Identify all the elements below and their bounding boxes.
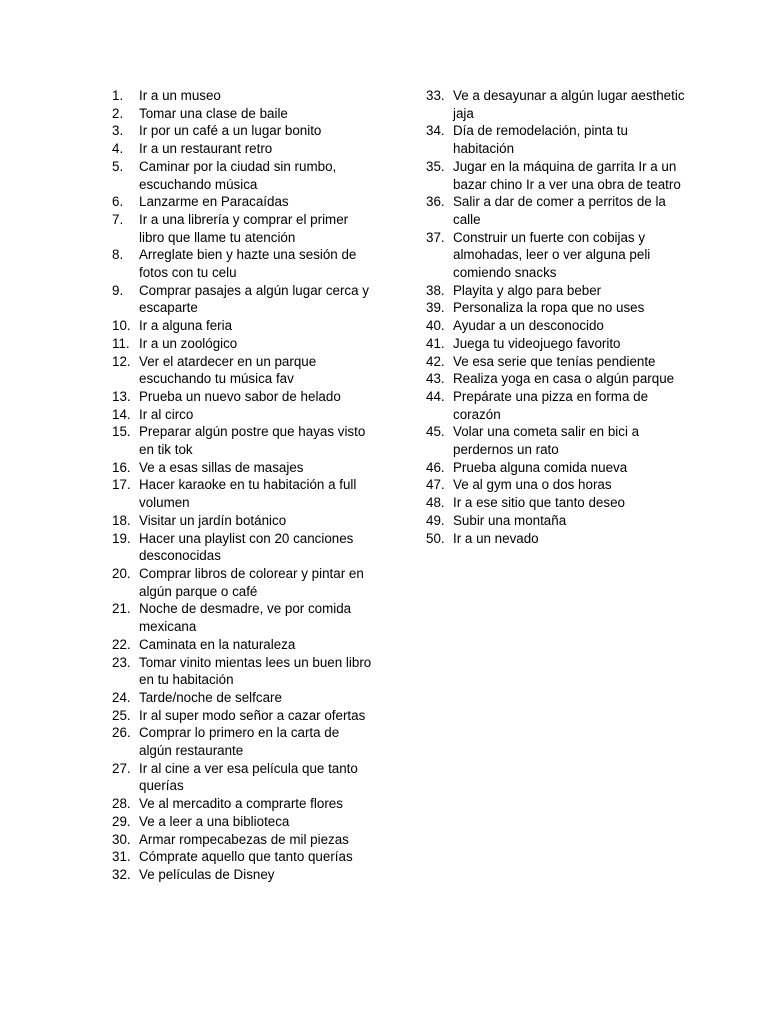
list-item-text: Arreglate bien y hazte una sesión de fotos con tu celu: [139, 247, 357, 281]
list-item-number: 40.: [426, 318, 445, 334]
list-item-text: Ir a un nevado: [453, 530, 539, 546]
list-item: [112, 866, 372, 884]
list-item-text: Playita y algo para beber: [453, 282, 602, 298]
list-item-text: Personaliza la ropa que no uses: [453, 300, 645, 316]
list-item: [112, 600, 372, 635]
list-item-number: 43.: [426, 371, 445, 387]
list-item: [112, 317, 372, 335]
list-item: [112, 193, 372, 211]
list-item-number: 8.: [112, 247, 124, 263]
list-item-number: 20.: [112, 565, 131, 581]
list-item-number: 3.: [112, 123, 124, 139]
list-item-number: 21.: [112, 601, 131, 617]
list-item: [112, 282, 372, 317]
list-item-number: 27.: [112, 760, 131, 776]
list-item-text: Ve a leer a una biblioteca: [139, 813, 290, 829]
list-item-number: 14.: [112, 406, 131, 422]
list-item-text: Ir al circo: [139, 406, 194, 422]
list-item: [112, 654, 372, 689]
list-item-text: Subir una montaña: [453, 512, 567, 528]
list-item-number: 39.: [426, 300, 445, 316]
list-item-number: 19.: [112, 530, 131, 546]
list-item-text: Ir al cine a ver esa película que tanto querías: [139, 760, 358, 794]
list-item: [112, 423, 372, 458]
list-item-number: 32.: [112, 866, 131, 882]
list-item-number: 17.: [112, 477, 131, 493]
list-item: [112, 795, 372, 813]
list-item-text: Ir a un zoológico: [139, 335, 238, 351]
list-item-text: Armar rompecabezas de mil piezas: [139, 831, 349, 847]
list-item-number: 46.: [426, 459, 445, 475]
list-item: [426, 87, 688, 122]
list-item-text: Prueba un nuevo sabor de helado: [139, 388, 341, 404]
list-item-number: 30.: [112, 831, 131, 847]
list-item-text: Hacer karaoke en tu habitación a full volumen: [139, 477, 357, 511]
list-item-text: Jugar en la máquina de garrita Ir a un bazar chino Ir a ver una obra de teatro: [453, 158, 681, 192]
list-item-number: 22.: [112, 636, 131, 652]
list-item-text: Lanzarme en Paracaídas: [139, 194, 289, 210]
list-item-number: 33.: [426, 88, 445, 103]
list-item: [112, 388, 372, 406]
list-item-text: Construir un fuerte con cobijas y almohadas, leer o ver alguna peli comiendo snacks: [453, 229, 651, 281]
list-item-text: Tarde/noche de selfcare: [139, 689, 282, 705]
list-item: [426, 282, 688, 300]
list-item-number: 49.: [426, 512, 445, 528]
list-item-number: 13.: [112, 388, 131, 404]
list-item-text: Comprar lo primero en la carta de algún restaurante: [139, 725, 340, 759]
list-item: [426, 122, 688, 157]
list-item-number: 18.: [112, 512, 131, 528]
list-item: [112, 105, 372, 123]
list-item-text: Salir a dar de comer a perritos de la calle: [453, 194, 666, 227]
list-item-text: Prueba alguna comida nueva: [453, 459, 628, 475]
list-item: [112, 848, 372, 866]
list-item-text: Ir a un restaurant retro: [139, 141, 273, 157]
list-item-number: 34.: [426, 123, 445, 139]
list-item-number: 28.: [112, 796, 131, 812]
list-item: [112, 707, 372, 725]
list-item-number: 16.: [112, 459, 131, 475]
list-item: [426, 512, 688, 530]
list-item: [112, 636, 372, 654]
list-item: [426, 459, 688, 477]
list-item: [112, 87, 372, 105]
list-item-text: Volar una cometa salir en bici a perdernos un rato: [453, 424, 640, 458]
list-item-text: Ver el atardecer en un parque escuchando tu música fav: [139, 353, 317, 387]
list-item-text: Noche de desmadre, ve por comida mexicana: [139, 601, 352, 635]
list-item: [112, 246, 372, 281]
list-item: [426, 530, 688, 548]
list-item-text: Hacer una playlist con 20 canciones desconocidas: [139, 530, 354, 564]
list-item: [112, 211, 372, 246]
list-item-number: 7.: [112, 211, 124, 227]
list-column-right: [426, 87, 688, 547]
list-item-number: 4.: [112, 141, 124, 157]
list-item-text: Tomar una clase de baile: [139, 105, 288, 121]
list-item-text: Ir a un museo: [139, 88, 221, 103]
list-item-text: Tomar vinito mientas lees un buen libro en tu habitación: [139, 654, 372, 688]
list-item: [112, 122, 372, 140]
list-item: [426, 229, 688, 282]
list-item: [426, 353, 688, 371]
list-item: [112, 335, 372, 353]
list-item: [426, 335, 688, 353]
list-item-number: 31.: [112, 849, 131, 865]
list-item: [112, 512, 372, 530]
list-item: [426, 193, 688, 228]
list-item-number: 5.: [112, 158, 124, 174]
list-item-number: 26.: [112, 725, 131, 741]
list-item-number: 38.: [426, 282, 445, 298]
list-item-number: 48.: [426, 495, 445, 511]
list-item: [112, 813, 372, 831]
list-item-number: 24.: [112, 689, 131, 705]
list-item: [426, 299, 688, 317]
list-item: [112, 476, 372, 511]
list-item-number: 42.: [426, 353, 445, 369]
list-item-text: Ve al gym una o dos horas: [453, 477, 612, 493]
list-item-text: Ir por un café a un lugar bonito: [139, 123, 322, 139]
list-item-text: Ve al mercadito a comprarte flores: [139, 796, 343, 812]
list-item-text: Realiza yoga en casa o algún parque: [453, 371, 675, 387]
list-item-number: 9.: [112, 282, 124, 298]
list-item: [112, 406, 372, 424]
list-item-number: 15.: [112, 424, 131, 440]
list-item-text: Ve a esas sillas de masajes: [139, 459, 304, 475]
list-item: [112, 760, 372, 795]
list-item: [426, 476, 688, 494]
list-item-number: 25.: [112, 707, 131, 723]
list-item-text: Ve esa serie que tenías pendiente: [453, 353, 656, 369]
list-item-number: 1.: [112, 88, 124, 103]
list-item-number: 44.: [426, 388, 445, 404]
list-item-text: Caminar por la ciudad sin rumbo, escuchando música: [139, 158, 337, 192]
list-item: [426, 370, 688, 388]
list-item-number: 37.: [426, 229, 445, 245]
list-item: [112, 530, 372, 565]
list-item-number: 2.: [112, 105, 124, 121]
list-item-text: Prepárate una pizza en forma de corazón: [453, 388, 649, 422]
list-item: [112, 689, 372, 707]
list-item-number: 36.: [426, 194, 445, 210]
list-item: [426, 158, 688, 193]
list-item-text: Juega tu videojuego favorito: [453, 335, 621, 351]
list-item-number: 29.: [112, 813, 131, 829]
list-item-number: 23.: [112, 654, 131, 670]
list-column-left: [112, 87, 372, 884]
list-item: [426, 423, 688, 458]
list-item-text: Comprar libros de colorear y pintar en algún parque o café: [139, 565, 364, 599]
list-item-number: 41.: [426, 335, 445, 351]
list-item-text: Comprar pasajes a algún lugar cerca y escaparte: [139, 282, 369, 316]
list-item-number: 45.: [426, 424, 445, 440]
list-item-text: Ir al super modo señor a cazar ofertas: [139, 707, 366, 723]
list-item: [112, 831, 372, 849]
list-item: [112, 158, 372, 193]
list-item: [112, 353, 372, 388]
list-item: [426, 494, 688, 512]
list-item: [426, 317, 688, 335]
list-item-number: 47.: [426, 477, 445, 493]
list-item: [426, 388, 688, 423]
list-item-text: Ve a desayunar a algún lugar aesthetic jaja: [453, 88, 685, 121]
list-item-text: Ir a una librería y comprar el primer libro que llame tu atención: [139, 211, 349, 245]
list-item-text: Ayudar a un desconocido: [453, 318, 604, 334]
list-item-text: Cómprate aquello que tanto querías: [139, 849, 353, 865]
list-item-text: Visitar un jardín botánico: [139, 512, 287, 528]
list-item-number: 35.: [426, 158, 445, 174]
list-item: [112, 459, 372, 477]
list-item-text: Caminata en la naturaleza: [139, 636, 296, 652]
list-item-number: 12.: [112, 353, 131, 369]
list-item-number: 11.: [112, 335, 130, 351]
list-item-text: Ir a alguna feria: [139, 318, 233, 334]
list-item-text: Preparar algún postre que hayas visto en tik tok: [139, 424, 366, 458]
list-item-text: Ir a ese sitio que tanto deseo: [453, 495, 625, 511]
list-item-number: 10.: [112, 318, 131, 334]
list-item-number: 50.: [426, 530, 445, 546]
list-item: [112, 565, 372, 600]
list-item-text: Día de remodelación, pinta tu habitación: [453, 123, 628, 157]
list-item: [112, 140, 372, 158]
list-item-text: Ve películas de Disney: [139, 866, 275, 882]
list-item-number: 6.: [112, 194, 124, 210]
list-item: [112, 724, 372, 759]
